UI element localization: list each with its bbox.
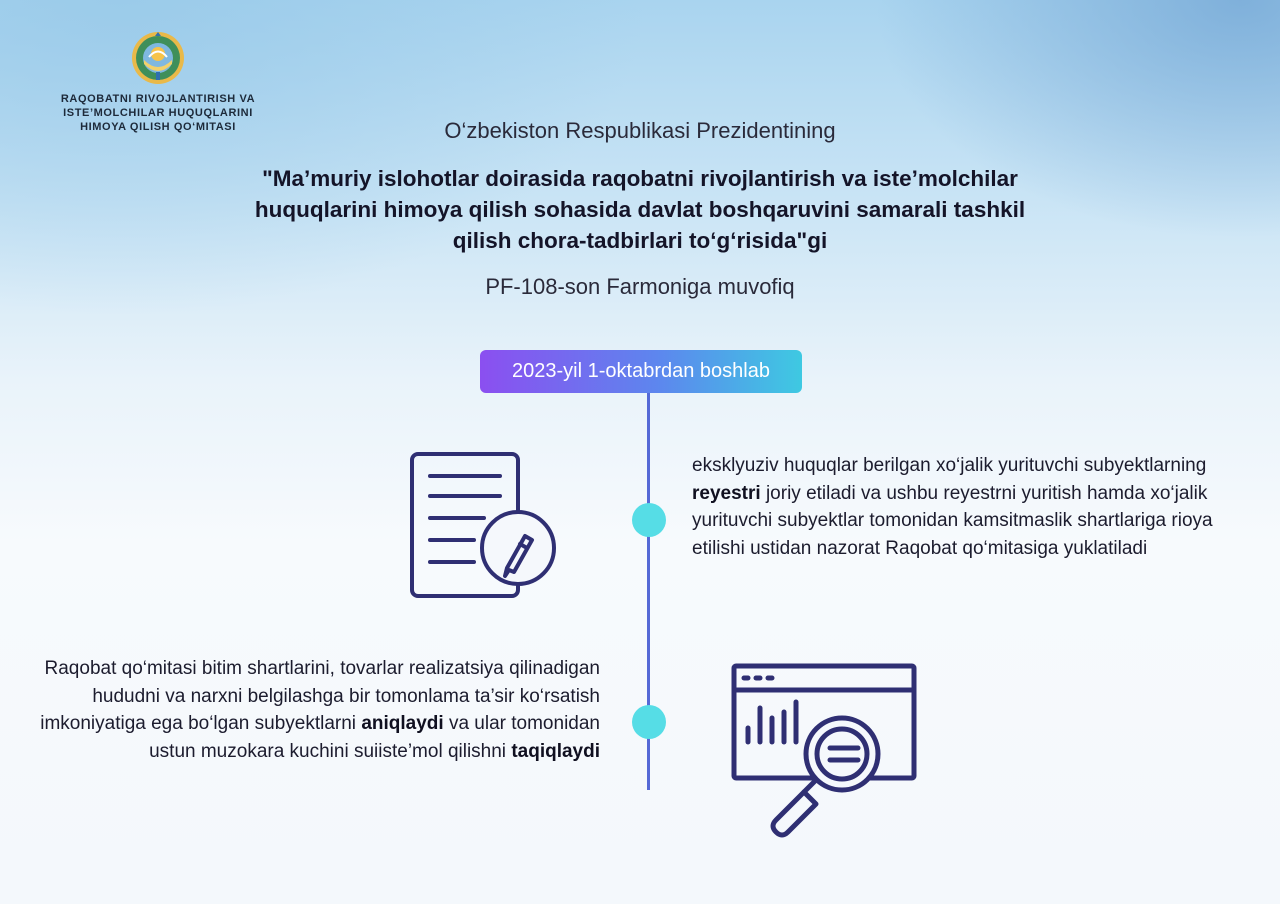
timeline-dot: [632, 503, 666, 537]
decree-title: [0, 163, 1280, 256]
decree-title-line: huquqlarini himoya qilish sohasida davlat boshqaruvini samarali tashkil: [254, 197, 1026, 222]
organization-name-line: ISTE’MOLCHILAR HUQUQLARINI: [63, 107, 253, 119]
item-text: va ular tomonidan ustun muzokara kuchini suiiste’mol qilishni: [149, 713, 600, 762]
organization-name-line: RAQOBATNI RIVOJLANTIRISH VA: [60, 93, 256, 105]
organization-name-line: HIMOYA QILISH QO‘MITASI: [80, 121, 236, 133]
decree-title-line: qilish chora-tadbirlari to‘g‘risida"gi: [452, 228, 828, 253]
decree-title-line: "Ma’muriy islohotlar doirasida raqobatni rivojlantirish va iste’molchilar: [262, 166, 1018, 191]
decree-number: PF-108-son Farmoniga muvofiq: [485, 274, 795, 299]
timeline-item-text: [28, 655, 600, 765]
item-text: Raqobat qo‘mitasi bitim shartlarini, tovarlar realizatsiya qilinadigan hududni va narxni belgilashga bir tomonlama ta’sir ko‘rsatish imkoniyatiga ega bo‘lgan subyektlarni: [40, 658, 600, 734]
item-text: eksklyuziv huquqlar berilgan xo‘jalik yurituvchi subyektlarning: [692, 455, 1207, 476]
item-bold-text: taqiqlaydi: [511, 740, 600, 762]
item-text: joriy etiladi va ushbu reyestrni yuritish hamda xo‘jalik yurituvchi subyektlar tomonidan kamsitmaslik shartlariga rioya etilishi ustidan nazorat Raqobat qo‘mitasiga yuklatiladi: [692, 482, 1213, 559]
analytics-search-icon: [730, 662, 918, 850]
document-edit-icon: [408, 450, 558, 600]
item-bold-text: reyestri: [692, 482, 761, 504]
timeline-dot: [632, 705, 666, 739]
start-date-badge: 2023-yil 1-oktabrdan boshlab: [480, 350, 802, 393]
decree-intro: O‘zbekiston Respublikasi Prezidentining: [444, 118, 836, 143]
state-emblem-icon: [130, 30, 186, 86]
timeline-item-text: [692, 452, 1252, 562]
item-bold-text: aniqlaydi: [361, 713, 444, 734]
